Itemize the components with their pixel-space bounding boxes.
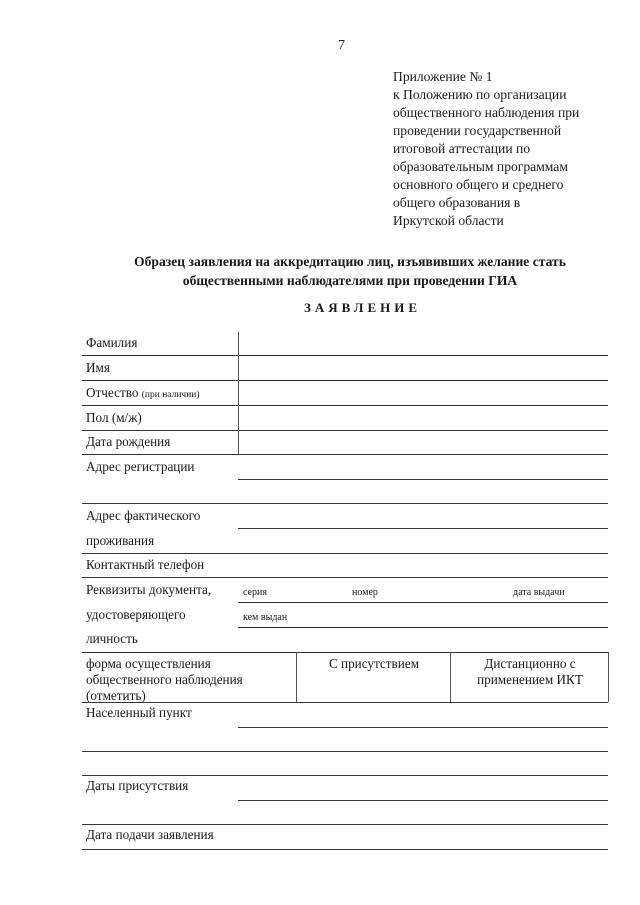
submit-date-line[interactable] xyxy=(82,849,608,850)
appendix-note xyxy=(393,68,623,230)
appendix-line: итоговой аттестации по xyxy=(393,141,531,156)
doc-number-label: номер xyxy=(352,587,378,598)
reg-address-line-1[interactable] xyxy=(238,479,608,480)
form-heading: ЗАЯВЛЕНИЕ xyxy=(303,300,422,315)
title-line-1: Образец заявления на аккредитацию лиц, изъявивших желание стать xyxy=(134,254,566,269)
doc-issued-by-label: кем выдан xyxy=(243,612,288,623)
document-title xyxy=(60,252,640,290)
birth-date-label: Дата рождения xyxy=(86,434,171,449)
actual-address-label-2: проживания xyxy=(86,533,155,548)
patronymic-label xyxy=(86,385,200,401)
name-line[interactable] xyxy=(82,380,608,381)
actual-address-line-1[interactable] xyxy=(238,528,608,529)
locality-line-2[interactable] xyxy=(82,751,608,752)
reg-address-line-2[interactable] xyxy=(82,503,608,504)
presence-dates-label: Даты присутствия xyxy=(86,778,189,793)
surname-line[interactable] xyxy=(82,355,608,356)
document-label-2: удостоверяющего xyxy=(86,607,186,622)
surname-label: Фамилия xyxy=(86,335,138,350)
appendix-line: основного общего и среднего xyxy=(393,177,564,192)
observation-form-bottom-line xyxy=(82,702,608,703)
document-label-3: личность xyxy=(86,631,138,646)
doc-date-label: дата выдачи xyxy=(513,587,565,598)
title-line-2: общественными наблюдателями при проведении ГИА xyxy=(182,273,518,288)
presence-dates-line-2[interactable] xyxy=(82,824,608,825)
observation-form-line: форма осуществления xyxy=(86,656,211,671)
page-number: 7 xyxy=(338,38,345,53)
appendix-line: образовательным программам xyxy=(393,159,568,174)
actual-address-line-2[interactable] xyxy=(82,553,608,554)
reg-address-label: Адрес регистрации xyxy=(86,459,195,474)
document-bottom-line xyxy=(82,652,608,653)
patronymic-note: (при наличии) xyxy=(141,390,200,400)
locality-line-3[interactable] xyxy=(82,775,608,776)
actual-address-label-1: Адрес фактического xyxy=(86,508,201,523)
appendix-line: Иркутской области xyxy=(393,213,504,228)
presence-dates-line-1[interactable] xyxy=(238,800,608,801)
gender-label: Пол (м/ж) xyxy=(86,410,142,425)
appendix-line: к Положению по организации xyxy=(393,87,567,102)
phone-label: Контактный телефон xyxy=(86,557,205,572)
patronymic-text: Отчество xyxy=(86,385,139,400)
doc-issued-line[interactable] xyxy=(238,627,608,628)
observation-form-line: (отметить) xyxy=(86,688,146,703)
option-remote[interactable] xyxy=(452,656,608,688)
locality-line-1[interactable] xyxy=(238,727,608,728)
option-presence[interactable]: С присутствием xyxy=(328,656,420,671)
patronymic-line[interactable] xyxy=(82,405,608,406)
doc-details-line[interactable] xyxy=(238,602,608,603)
option-remote-line: применением ИКТ xyxy=(477,672,583,687)
option-remote-line: Дистанционно с xyxy=(484,656,576,671)
document-label-1: Реквизиты документа, xyxy=(86,582,212,597)
submit-date-label: Дата подачи заявления xyxy=(86,827,214,842)
option-divider-1 xyxy=(296,652,297,702)
name-label: Имя xyxy=(86,360,110,375)
appendix-line: Приложение № 1 xyxy=(393,69,493,84)
appendix-line: общественного наблюдения при xyxy=(393,105,580,120)
observation-form-label xyxy=(86,656,243,704)
doc-series-label: серия xyxy=(243,587,267,598)
locality-label: Населенный пункт xyxy=(86,705,192,720)
observation-form-line: общественного наблюдения xyxy=(86,672,243,687)
birth-date-line[interactable] xyxy=(82,454,608,455)
appendix-line: общего образования в xyxy=(393,195,521,210)
gender-line[interactable] xyxy=(82,430,608,431)
appendix-line: проведении государственной xyxy=(393,123,562,138)
phone-line[interactable] xyxy=(82,577,608,578)
option-divider-3 xyxy=(608,652,609,702)
option-divider-2 xyxy=(450,652,451,702)
label-column-divider xyxy=(238,332,239,454)
